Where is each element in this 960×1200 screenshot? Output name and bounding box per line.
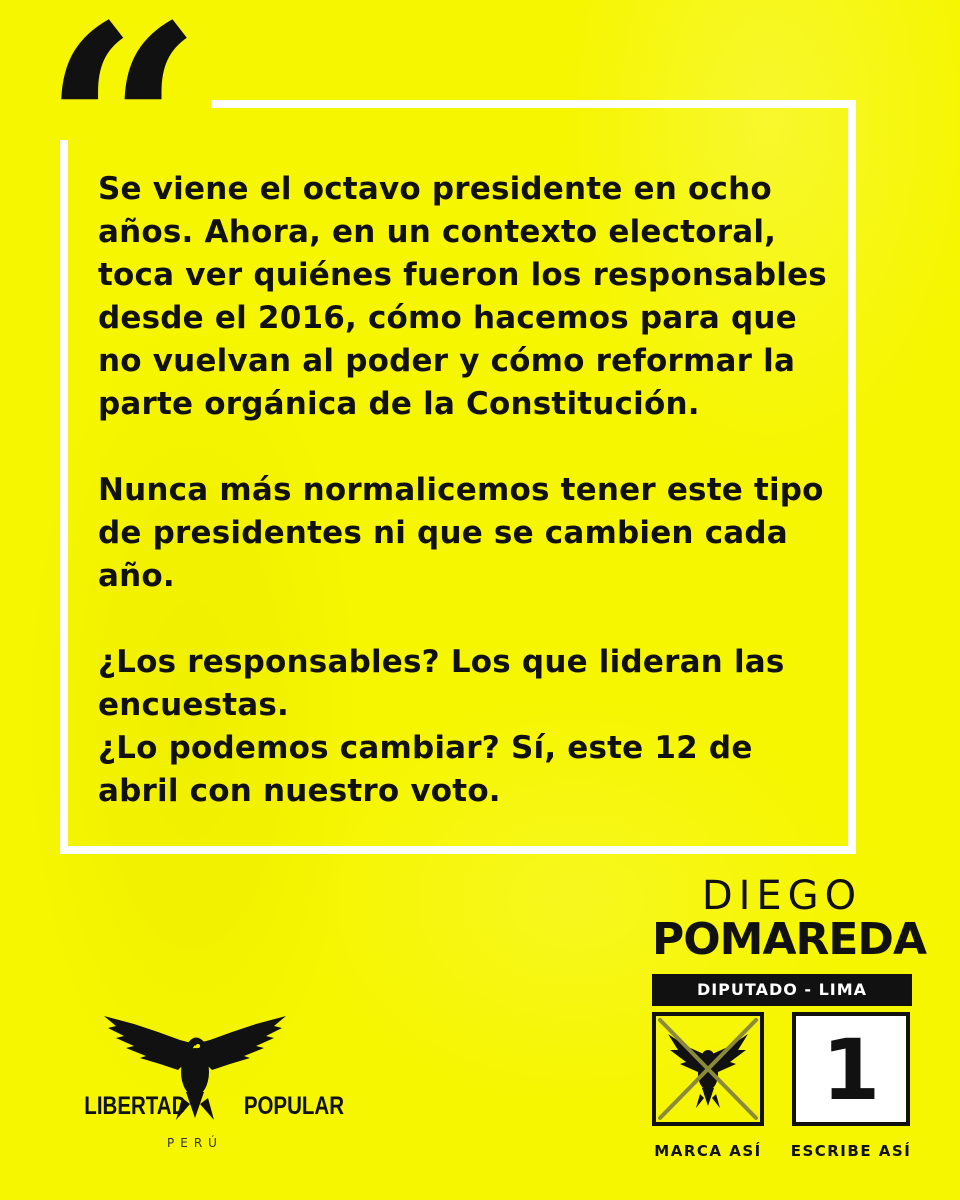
candidate-block (652, 873, 927, 1006)
quote-paragraph-2: Nunca más normalicemos tener este tipo de presidentes ni que se cambien cada año. (98, 472, 824, 594)
ballot-number: 1 (821, 1021, 881, 1119)
party-name (84, 1092, 345, 1121)
mark-label: MARCA ASÍ (654, 1142, 762, 1160)
party-country: PERÚ (167, 1136, 223, 1150)
quote-text (98, 168, 858, 813)
candidate-role: DIPUTADO - LIMA (652, 974, 912, 1006)
mark-box (652, 1012, 764, 1126)
ballot-instructions (652, 1012, 912, 1162)
party-logo (60, 1010, 345, 1160)
party-name-right: POPULAR (243, 1092, 345, 1120)
quote-paragraph-1: Se viene el octavo presidente en ocho años. Ahora, en un contexto electoral, toca ver quiénes fueron los responsables desde el 2016, cómo hacemos para que no vuelvan al poder y cómo reformar la parte orgánica de la Constitución. (98, 171, 827, 422)
candidate-last-name: POMAREDA (652, 914, 927, 965)
party-name-left: LIBERTAD (84, 1092, 187, 1120)
quote-paragraph-3: ¿Los responsables? Los que lideran las encuestas. ¿Lo podemos cambiar? Sí, este 12 de abril con nuestro voto. (98, 644, 785, 809)
ballot-eagle-icon (656, 1016, 760, 1122)
candidate-first-name: DIEGO (701, 873, 863, 919)
write-label: ESCRIBE ASÍ (790, 1142, 912, 1160)
write-box (792, 1012, 910, 1126)
quote-mark: “ (32, 0, 211, 140)
